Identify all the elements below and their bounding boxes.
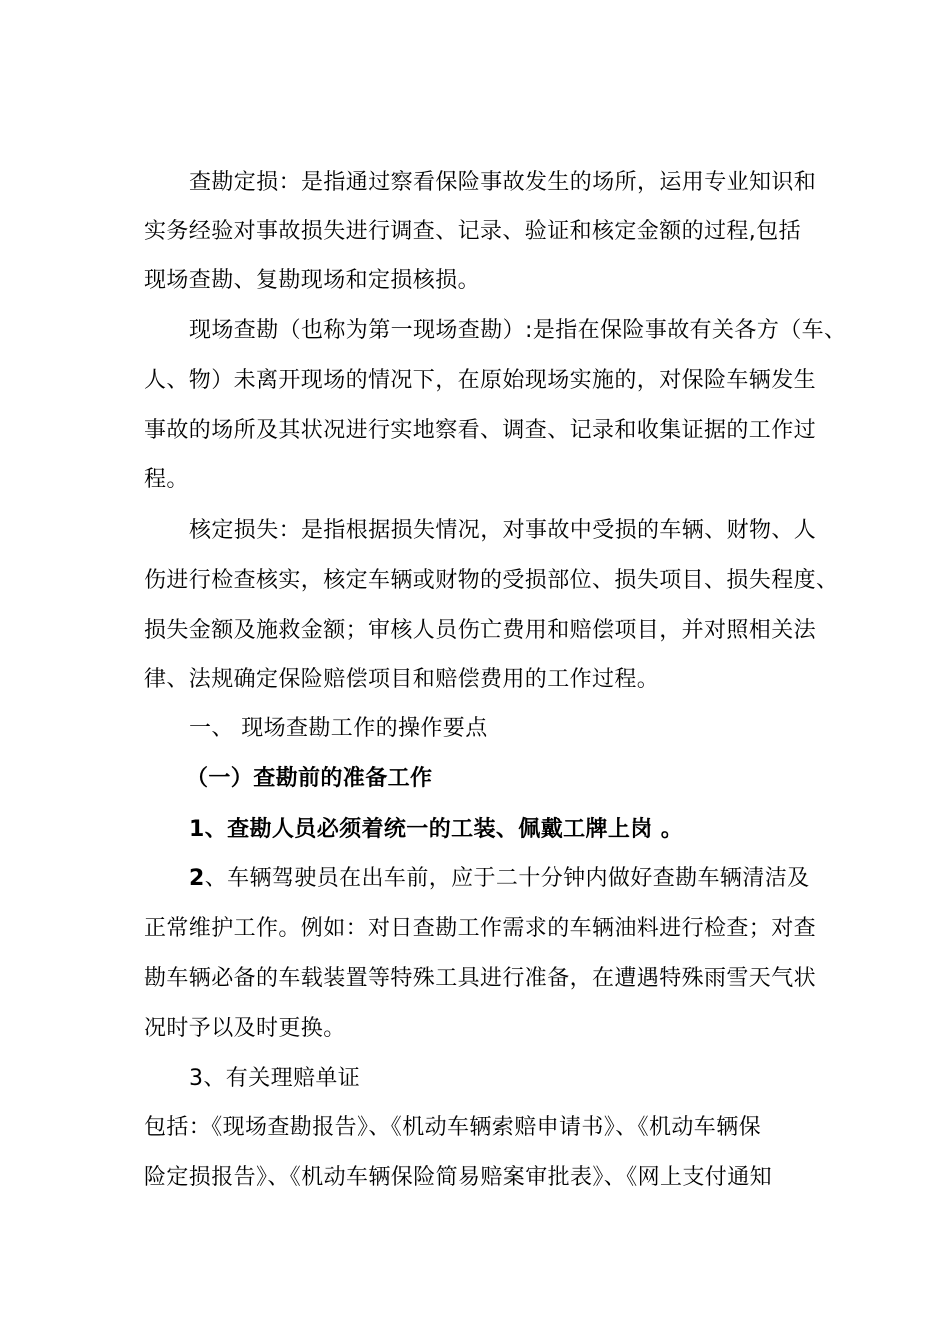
list-item-2-line: 正常维护工作。例如：对日查勘工作需求的车辆油料进行检查；对查: [144, 916, 817, 941]
paragraph-site-survey-line: 程。: [144, 467, 189, 492]
list-item-1: 1、查勘人员必须着统一的工装、佩戴工牌上岗 。: [189, 817, 684, 842]
paragraph-site-survey-line: 现场查勘（也称为第一现场查勘）:是指在保险事故有关各方（车、: [189, 318, 847, 343]
paragraph-definition-line: 现场查勘、复勘现场和定损核损。: [144, 268, 481, 293]
list-item-2-number: 2: [189, 866, 205, 891]
paragraph-loss-assessment-line: 损失金额及施救金额；审核人员伤亡费用和赔偿项目，并对照相关法: [144, 618, 817, 643]
list-item-2: [189, 864, 810, 894]
list-item-2-line: 况时予以及时更换。: [144, 1016, 346, 1041]
list-item-3-desc-line: 险定损报告》、《机动车辆保险简易赔案审批表》、《网上支付通知: [144, 1165, 773, 1190]
paragraph-loss-assessment-line: 核定损失：是指根据损失情况，对事故中受损的车辆、财物、人: [189, 518, 817, 543]
list-item-2-line: 勘车辆必备的车载装置等特殊工具进行准备，在遭遇特殊雨雪天气状: [144, 966, 817, 991]
paragraph-site-survey-line: 人、物）未离开现场的情况下，在原始现场实施的，对保险车辆发生: [144, 368, 817, 393]
list-item-3: 3、有关理赔单证: [189, 1066, 361, 1091]
paragraph-definition-line: 查勘定损：是指通过察看保险事故发生的场所，运用专业知识和: [189, 170, 817, 195]
section-heading: 一、 现场查勘工作的操作要点: [189, 716, 488, 741]
subsection-heading: （一）查勘前的准备工作: [186, 766, 433, 791]
list-item-3-desc-line: 包括：《现场查勘报告》、《机动车辆索赔申请书》、《机动车辆保: [144, 1115, 762, 1140]
paragraph-definition-line: 实务经验对事故损失进行调查、记录、验证和核定金额的过程,包括: [144, 219, 801, 244]
list-item-2-text: 、车辆驾驶员在出车前，应于二十分钟内做好查勘车辆清洁及: [204, 866, 810, 891]
paragraph-loss-assessment-line: 伤进行检查核实，核定车辆或财物的受损部位、损失项目、损失程度、: [144, 568, 839, 593]
paragraph-loss-assessment-line: 律、法规确定保险赔偿项目和赔偿费用的工作过程。: [144, 667, 660, 692]
paragraph-site-survey-line: 事故的场所及其状况进行实地察看、调查、记录和收集证据的工作过: [144, 418, 817, 443]
